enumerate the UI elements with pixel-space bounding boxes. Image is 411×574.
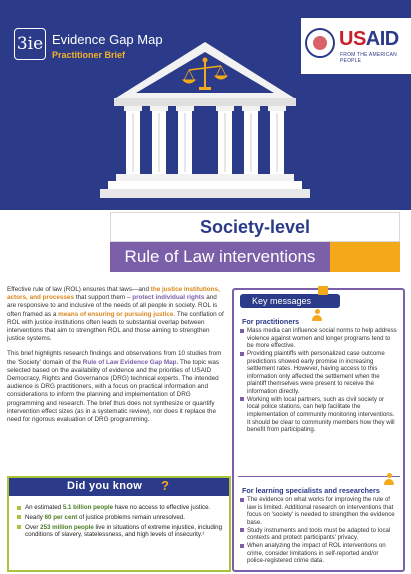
fact-text: of justice problems remain unresolved. bbox=[77, 513, 185, 521]
intro-text-run: This brief highlights research findings and observations from 10 studies from the 'Society' domain of the bbox=[7, 350, 222, 366]
key-messages-divider bbox=[238, 476, 400, 477]
highlighted-phrase: 60 per cent bbox=[44, 513, 78, 521]
highlighted-phrase: means of ensuring or pursuing justice bbox=[58, 310, 174, 318]
researcher-person-icon bbox=[384, 473, 394, 485]
fact-text: Nearly bbox=[25, 513, 45, 521]
practitioners-title: For practitioners bbox=[242, 317, 300, 326]
egm-title: Evidence Gap Map bbox=[52, 32, 163, 47]
fact-text: Over bbox=[25, 523, 41, 531]
intro-text-run: that support them – bbox=[74, 294, 133, 302]
banner-title-line1: Society-level bbox=[199, 217, 311, 237]
envelope-icon bbox=[318, 286, 328, 295]
fact-text: live in situations of extreme injustice, including conditions of slavery, statelessness, and high levels of insecurity.¹ bbox=[25, 523, 223, 539]
intro-paragraph-1 bbox=[7, 286, 227, 343]
intro-text-run: . The conflation of ROL with justice institutions often leads to substantial overlap between interventions that aim to strengthen ROL and those aiming to strengthen justice systems. bbox=[7, 310, 224, 343]
key-messages-title: Key messages bbox=[252, 296, 312, 306]
key-messages-header bbox=[240, 294, 340, 308]
practitioner-person-icon bbox=[312, 309, 322, 321]
did-you-know-box bbox=[7, 476, 231, 572]
banner-title-line2: Rule of Law interventions bbox=[124, 247, 316, 266]
fact-text: An estimated bbox=[25, 504, 63, 511]
intro-text bbox=[7, 286, 227, 431]
did-you-know-item bbox=[17, 514, 223, 522]
fact-text: have no access to effective justice. bbox=[113, 504, 211, 511]
highlighted-phrase: 5.1 billion people bbox=[62, 504, 114, 511]
usaid-tagline: FROM THE AMERICAN PEOPLE bbox=[340, 52, 397, 64]
did-you-know-list bbox=[17, 504, 223, 541]
highlighted-phrase: protect individual rights bbox=[132, 294, 205, 302]
intro-text-run: and are responsive to and inclusive of the needs of all people in society. ROL is often framed as a bbox=[7, 294, 218, 318]
practitioner-message: Providing plaintiffs with personalized case outcome predictions showed early promise in increasing settlement rates. However, having access to this information only affected the settlement when the plaintiff themselves were present to receive the information directly. bbox=[240, 350, 398, 395]
did-you-know-item bbox=[17, 524, 223, 540]
intro-text-run: Effective rule of law (ROL) ensures that laws—and bbox=[7, 286, 151, 293]
3ie-logo: 3ie bbox=[14, 28, 46, 60]
researcher-message: Study instruments and tools must be adapted to local contexts and protect participants' privacy. bbox=[240, 527, 398, 542]
researcher-message: The evidence on what works for improving the rule of law is limited. Additional research on interventions that focus on 'society' is needed to strengthen the evidence base. bbox=[240, 496, 398, 526]
did-you-know-title: Did you know bbox=[67, 480, 143, 492]
banner-accent bbox=[330, 242, 400, 272]
did-you-know-item bbox=[17, 504, 223, 512]
question-mark-icon: ? bbox=[161, 478, 169, 493]
practitioners-list bbox=[240, 327, 398, 434]
researchers-list bbox=[240, 496, 398, 565]
key-messages-box bbox=[232, 288, 405, 572]
intro-paragraph-2 bbox=[7, 350, 227, 424]
researcher-message: When analyzing the impact of ROL interventions on crime, consider limitations in self-reported and/or police-registered crime data. bbox=[240, 542, 398, 565]
practitioner-message: Working with local partners, such as civil society or local police stations, can help facilitate the implementation of community monitoring interventions. It should be clear to community members how they will benefit from participating. bbox=[240, 396, 398, 434]
egm-subtitle: Practitioner Brief bbox=[52, 50, 126, 60]
practitioner-message: Mass media can influence social norms to help address violence against women and longer programs tend to be more effective. bbox=[240, 327, 398, 350]
highlighted-phrase: 253 million people bbox=[40, 523, 94, 531]
intro-text-run: The topic was selected based on the availability of evidence and the priorities of USAID Democracy, Rights and Governance (DRG) technical experts. The intended audience is DRG practitioners, with a focus on practical information and considerations to inform the planning and implementation of DRG programming and research. The brief thus does not synthesize or quantify intervention effect sizes (as in a systematic review), nor does it replace the need for rigorous evaluation of DRG programming. bbox=[7, 358, 220, 424]
did-you-know-header bbox=[9, 478, 229, 496]
researchers-title: For learning specialists and researchers bbox=[242, 486, 380, 495]
highlighted-phrase: Rule of Law Evidence Gap Map. bbox=[82, 358, 179, 366]
highlighted-phrase: the justice institutions, actors, and processes bbox=[7, 286, 220, 302]
courthouse-illustration bbox=[0, 0, 411, 210]
usaid-wordmark: USAID bbox=[339, 28, 399, 50]
